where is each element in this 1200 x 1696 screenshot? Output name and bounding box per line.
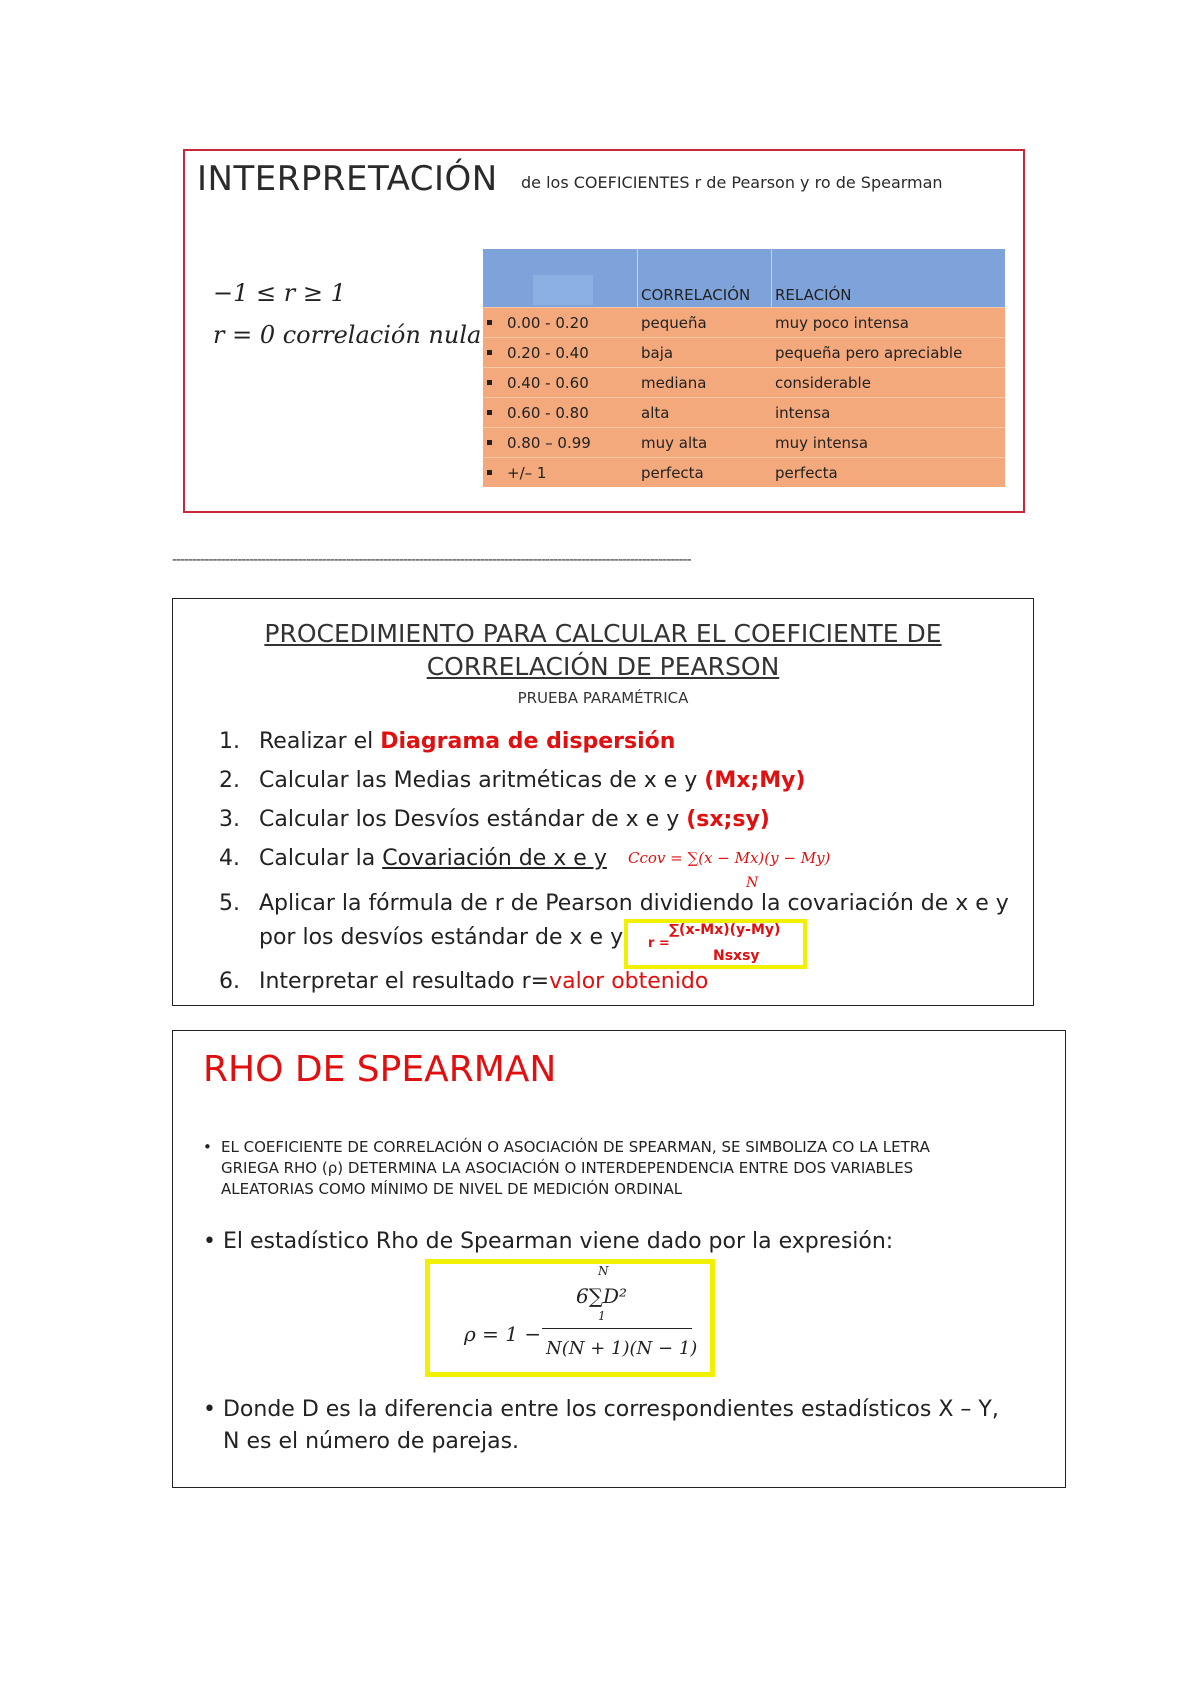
step-5: 5. Aplicar la fórmula de r de Pearson dividiendo la covariación de x e y [219,891,1009,916]
step-2: 2. Calcular las Medias aritméticas de x e y (Mx;My) [219,768,806,793]
header-relacion: RELACIÓN [775,286,852,304]
bullet-icon: • [203,1138,212,1156]
bullet-icon [487,440,492,445]
procedure-subheading: PRUEBA PARAMÉTRICA [517,689,689,707]
table-row [483,337,1005,367]
inequality-formula: −1 ≤ r ≥ 1 [213,279,346,307]
column-divider [771,249,772,307]
procedure-heading-line2: CORRELACIÓN DE PEARSON [426,652,780,681]
step-6: 6. Interpretar el resultado r=valor obtenido [219,969,709,994]
relacion-cell: intensa [775,404,831,422]
procedure-heading-line1: PROCEDIMIENTO PARA CALCULAR EL COEFICIENTE DE [264,619,942,648]
step-3: 3. Calcular los Desvíos estándar de x e y (sx;sy) [219,807,770,832]
spearman-definition [203,1137,983,1200]
spearman-formula-box [425,1259,715,1377]
formula-lhs: ρ = 1 − [464,1322,542,1346]
step-5-continuation: por los desvíos estándar de x e y [259,925,624,950]
spearman-expression-intro: • El estadístico Rho de Spearman viene dado por la expresión: [203,1229,894,1254]
range-cell: 0.80 – 0.99 [507,434,591,452]
header-correlacion: CORRELACIÓN [641,286,751,304]
fraction-bar [542,1328,692,1329]
interpretation-title: INTERPRETACIÓN [197,159,498,199]
bullet-icon [487,320,492,325]
spearman-note-line1: • Donde D es la diferencia entre los correspondientes estadísticos X – Y, [203,1397,999,1422]
range-cell: 0.20 - 0.40 [507,344,589,362]
formula-upper-limit: N [598,1264,609,1278]
relacion-cell: pequeña pero apreciable [775,344,963,362]
correlacion-cell: baja [641,344,674,362]
table-row [483,307,1005,337]
correlacion-cell: muy alta [641,434,708,452]
pearson-formula-lhs: r = [648,936,670,951]
relacion-cell: perfecta [775,464,838,482]
interpretation-table [483,249,1005,487]
formula-lower-limit: 1 [598,1309,606,1323]
interpretation-subtitle: de los COEFICIENTES r de Pearson y ro de Spearman [521,173,943,192]
pearson-formula-denominator: Nsxsy [713,948,760,964]
spearman-note-line2: N es el número de parejas. [223,1429,520,1454]
bullet-icon [487,350,492,355]
relacion-cell: considerable [775,374,871,392]
correlacion-cell: mediana [641,374,707,392]
formula-numerator: 6∑D² [576,1284,628,1308]
range-cell: +/– 1 [507,464,547,482]
formula-denominator: N(N + 1)(N − 1) [546,1338,698,1359]
pearson-procedure-panel [172,598,1034,1006]
bullet-icon [487,470,492,475]
column-divider [637,249,638,307]
step-4: 4. Calcular la Covariación de x e y [219,846,607,871]
correlacion-cell: alta [641,404,670,422]
correlacion-cell: perfecta [641,464,704,482]
table-row [483,427,1005,457]
title-clip [510,157,518,201]
step-1: 1. Realizar el Diagrama de dispersión [219,729,676,754]
separator-line: -------------------------------------------------------------------------------------------------------------------------------- [172,552,691,568]
table-header [483,249,1005,307]
relacion-cell: muy poco intensa [775,314,909,332]
range-cell: 0.40 - 0.60 [507,374,589,392]
spearman-title: RHO DE SPEARMAN [203,1049,557,1090]
range-cell: 0.00 - 0.20 [507,314,589,332]
covariance-formula: Ccov = ∑(x − Mx)(y − My) [628,849,831,867]
null-correlation-formula: r = 0 correlación nula [213,321,482,349]
pearson-formula-numerator: ∑(x-Mx)(y-My) [669,922,781,938]
spearman-definition-text: EL COEFICIENTE DE CORRELACIÓN O ASOCIACIÓN DE SPEARMAN, SE SIMBOLIZA CO LA LETRA GRIEGA RHO (ρ) DETERMINA LA ASOCIACIÓN O INTERDEPENDENCIA ENTRE DOS VARIABLES ALEATORIAS COMO MÍNIMO DE NIVEL DE MEDICIÓN ORDINAL [221,1138,930,1198]
covariance-denominator: N [746,875,759,891]
table-row [483,367,1005,397]
relacion-cell: muy intensa [775,434,869,452]
spearman-panel [172,1030,1066,1488]
header-decoration [533,275,593,305]
correlacion-cell: pequeña [641,314,707,332]
bullet-icon [487,410,492,415]
table-row [483,397,1005,427]
interpretation-panel [183,149,1025,513]
range-cell: 0.60 - 0.80 [507,404,589,422]
bullet-icon [487,380,492,385]
table-row [483,457,1005,487]
